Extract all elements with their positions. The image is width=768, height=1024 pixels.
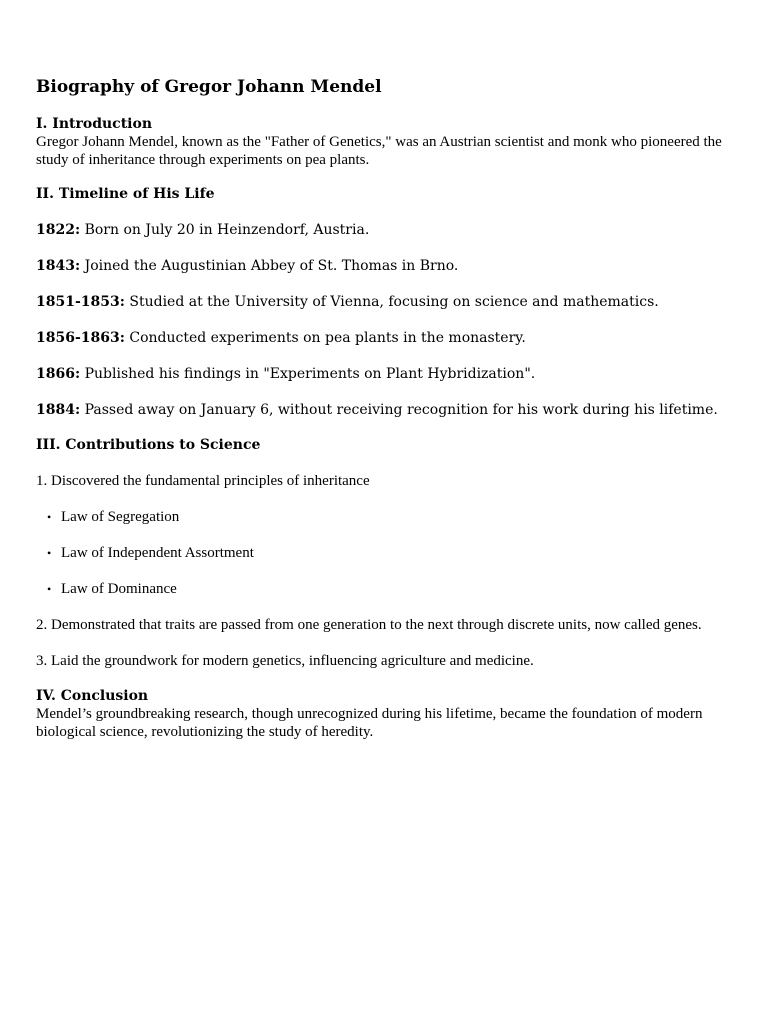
bullet-icon: • — [47, 546, 52, 560]
timeline-item — [36, 293, 736, 311]
document-page — [36, 76, 736, 741]
law-text: Law of Independent Assortment — [61, 545, 254, 561]
law-item — [47, 544, 736, 562]
timeline-year: 1866: — [36, 366, 81, 382]
document-title: Biography of Gregor Johann Mendel — [36, 77, 382, 97]
timeline-item — [36, 329, 736, 347]
laws-list — [36, 508, 736, 598]
timeline-year: 1856-1863: — [36, 330, 125, 346]
timeline-year: 1884: — [36, 402, 81, 418]
timeline-text: Published his findings in "Experiments on Plant Hybridization". — [80, 366, 536, 382]
timeline-text: Conducted experiments on pea plants in the monastery. — [124, 330, 526, 346]
bullet-icon: • — [47, 510, 52, 524]
timeline-item — [36, 401, 736, 419]
introduction-heading: I. Introduction — [36, 116, 152, 132]
conclusion-text: Mendel’s groundbreaking research, though unrecognized during his lifetime, became the foundation of modern biological science, revolutionizing the study of heredity. — [36, 706, 703, 740]
contribution-item-1: 1. Discovered the fundamental principles of inheritance — [36, 473, 370, 489]
conclusion-heading: IV. Conclusion — [36, 688, 149, 704]
timeline-year: 1843: — [36, 258, 81, 274]
timeline-text: Passed away on January 6, without receiving recognition for his work during his lifetime. — [80, 402, 718, 418]
timeline-item — [36, 257, 736, 275]
law-item — [47, 508, 736, 526]
law-text: Law of Dominance — [61, 581, 177, 597]
law-item — [47, 580, 736, 598]
timeline-item — [36, 365, 736, 383]
contribution-item-2: 2. Demonstrated that traits are passed from one generation to the next through discrete units, now called genes. — [36, 617, 702, 633]
conclusion-section — [36, 688, 736, 741]
law-text: Law of Segregation — [61, 509, 180, 525]
timeline-year: 1822: — [36, 222, 81, 238]
contributions-heading: III. Contributions to Science — [36, 437, 261, 453]
timeline-text: Joined the Augustinian Abbey of St. Thomas in Brno. — [80, 258, 459, 274]
timeline-text: Born on July 20 in Heinzendorf, Austria. — [80, 222, 370, 238]
timeline-heading: II. Timeline of His Life — [36, 186, 215, 202]
contributions-section — [36, 437, 736, 670]
timeline-section — [36, 186, 736, 419]
introduction-text: Gregor Johann Mendel, known as the "Father of Genetics," was an Austrian scientist and monk who pioneered the study of inheritance through experiments on pea plants. — [36, 134, 722, 168]
introduction-section — [36, 116, 736, 169]
timeline-item — [36, 221, 736, 239]
timeline-list — [36, 221, 736, 419]
bullet-icon: • — [47, 582, 52, 596]
timeline-text: Studied at the University of Vienna, focusing on science and mathematics. — [124, 294, 659, 310]
timeline-year: 1851-1853: — [36, 294, 125, 310]
contribution-item-3: 3. Laid the groundwork for modern genetics, influencing agriculture and medicine. — [36, 653, 534, 669]
